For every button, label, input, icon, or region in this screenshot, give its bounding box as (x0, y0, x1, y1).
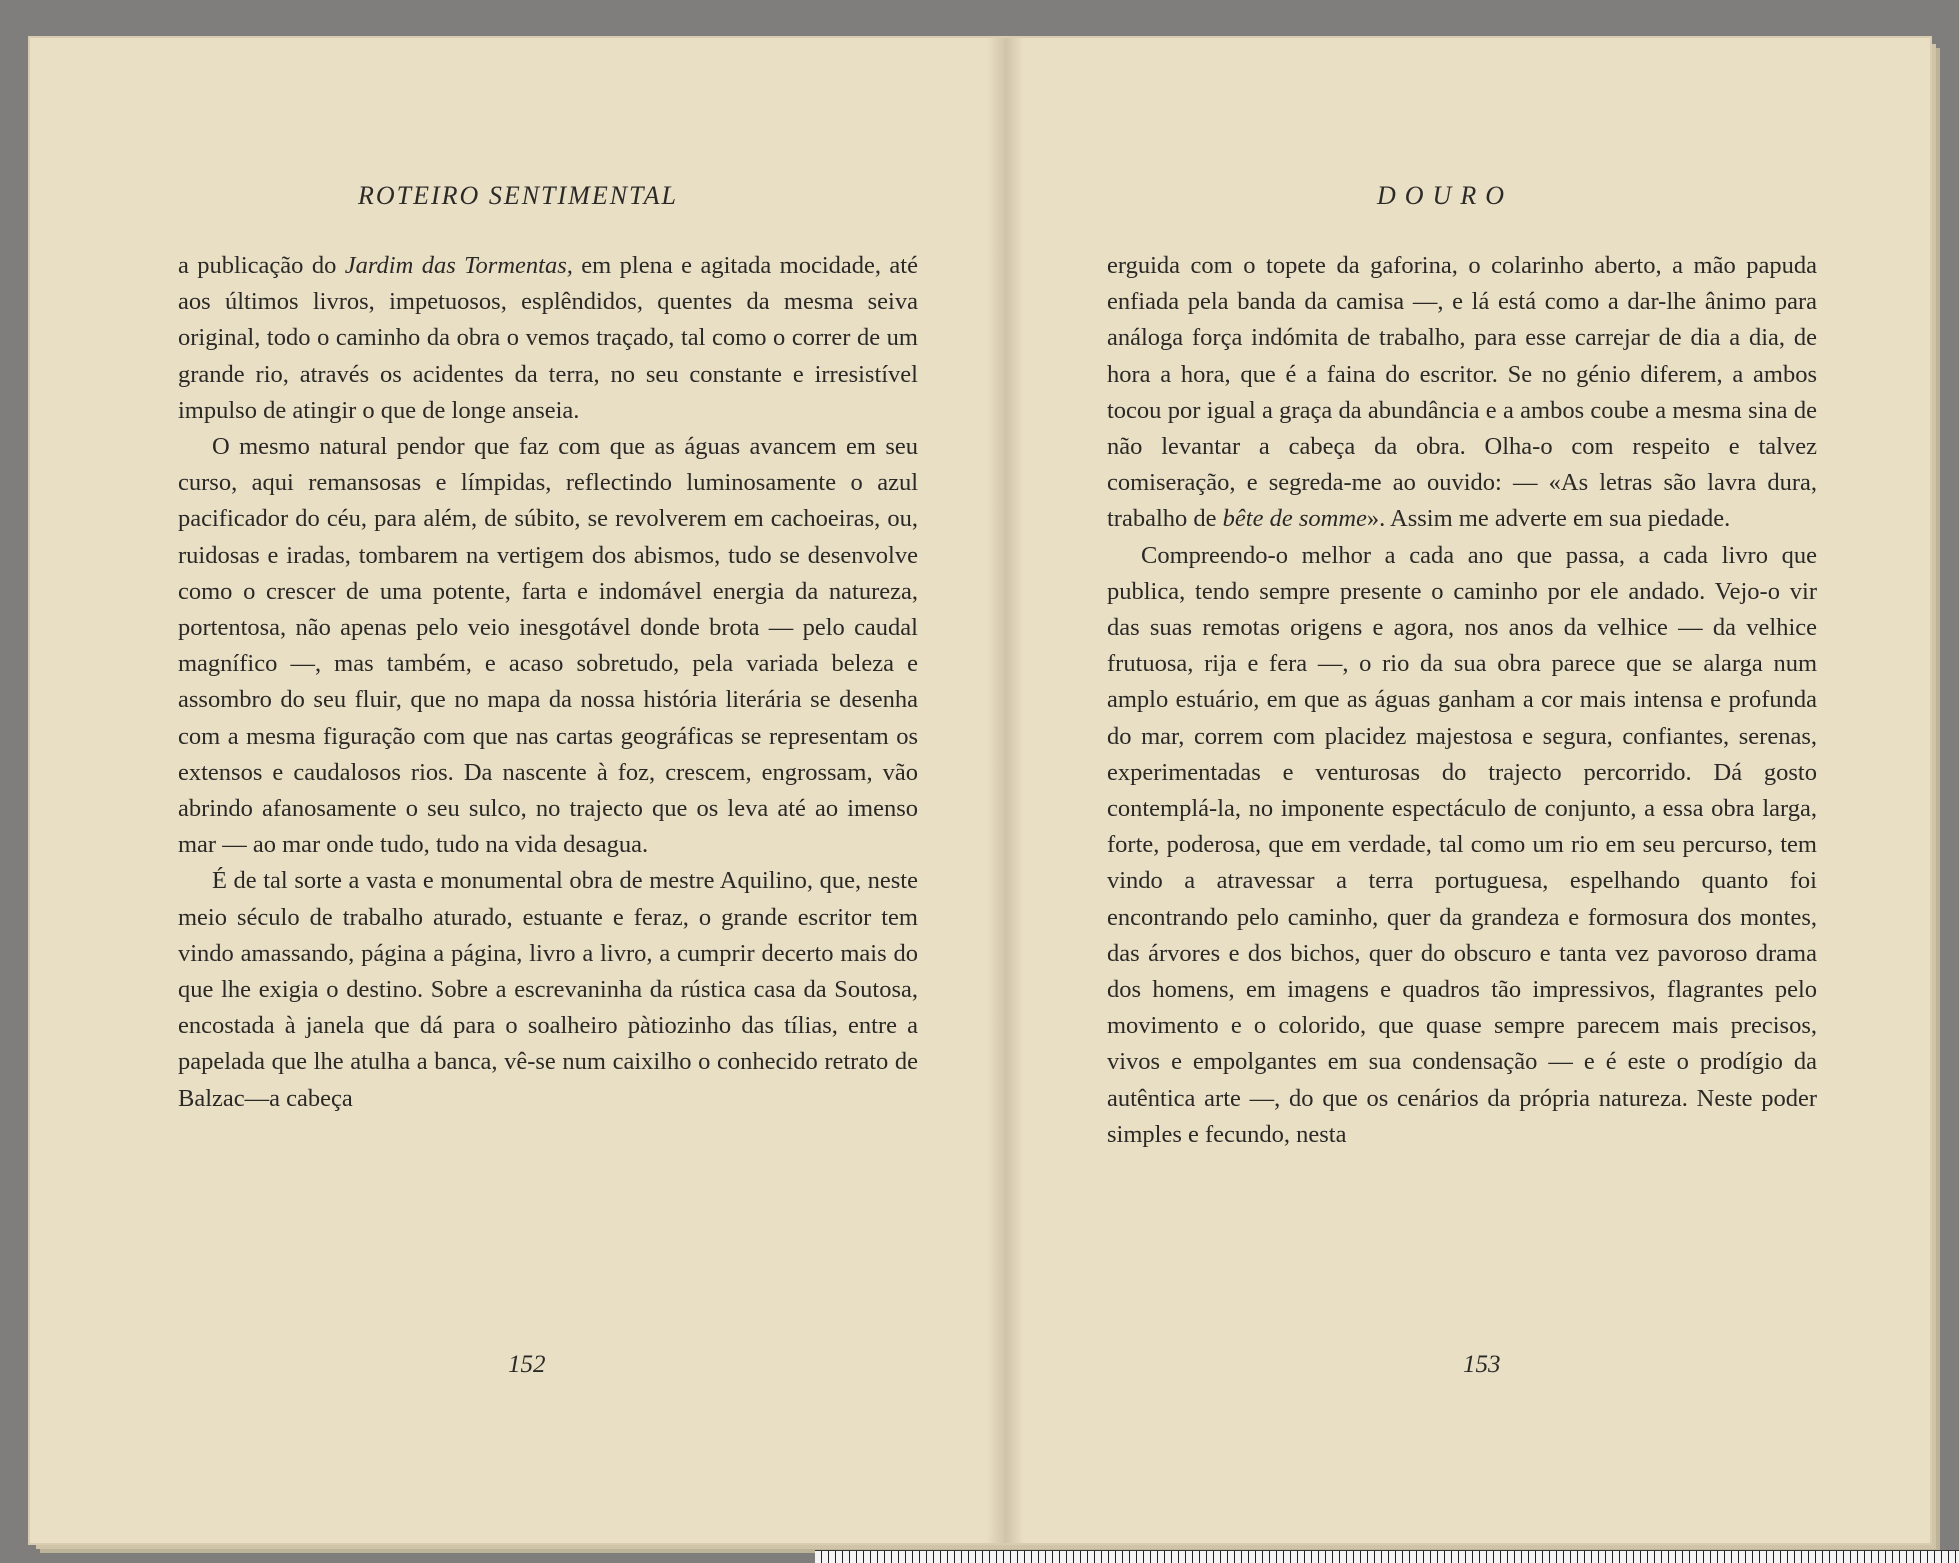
left-page (30, 38, 1005, 1543)
running-head-left: ROTEIRO SENTIMENTAL (358, 181, 678, 210)
paragraph: a publicação do Jardim das Tormentas, em plena e agitada mocidade, até aos últimos livros, impetuosos, esplêndidos, quentes da mesma seiva original, todo o caminho da obra o vemos traçado, tal como o correr de um grande rio, através os acidentes da terra, no seu constante e irresistível impulso de atingir o que de longe anseia. (178, 252, 918, 424)
running-head-right: DOURO (1377, 181, 1513, 210)
open-book (30, 38, 1930, 1543)
left-page-text (178, 248, 918, 1117)
paragraph: O mesmo natural pendor que faz com que as águas avancem em seu curso, aqui remansosas e límpidas, reflectindo luminosamente o azul pacificador do céu, para além, de súbito, se revolverem em cachoeiras, ou, ruidosas e iradas, tombarem na vertigem dos abismos, tudo se desenvolve como o crescer de uma potente, farta e indomável energia da natureza, portentosa, não apenas pelo veio inesgotável donde brota — pelo caudal magnífico —, mas também, e acaso sobretudo, pela variada beleza e assombro do seu fluir, que no mapa da nossa história literária se desenha com a mesma figuração com que nas cartas geográficas se representam os extensos e caudalosos rios. Da nascente à foz, crescem, engrossam, vão abrindo afanosamente o seu sulco, no trajecto que os leva até ao imenso mar — ao mar onde tudo, tudo na vida desagua. (178, 433, 918, 859)
foreign-phrase: bête de somme (1222, 505, 1367, 533)
paragraph: erguida com o topete da gaforina, o colarinho aberto, a mão papuda enfiada pela banda da camisa —, e lá está como a dar-lhe ânimo para análoga força indómita de trabalho, para esse carrejar de dia a dia, de hora a hora, que é a faina do escritor. Se no génio diferem, a ambos tocou por igual a graça da abundância e a ambos coube a mesma sina de não levantar a cabeça da obra. Olha-o com respeito e talvez comiseração, e segreda-me ao ouvido: — «As letras são lavra dura, trabalho de bête de somme». Assim me adverte em sua piedade. (1107, 252, 1817, 533)
scan-ruler (815, 1550, 1959, 1563)
page-number-right: 153 (1463, 1351, 1501, 1378)
right-page (1005, 38, 1930, 1543)
right-page-text (1107, 248, 1817, 1153)
paragraph: É de tal sorte a vasta e monumental obra de mestre Aquilino, que, neste meio século de trabalho aturado, estuante e feraz, o grande escritor tem vindo amassando, página a página, livro a livro, a cumprir decerto mais do que lhe exigia o destino. Sobre a escrevaninha da rústica casa da Soutosa, encostada à janela que dá para o soalheiro pàtiozinho das tílias, entre a papelada que lhe atulha a banca, vê-se num caixilho o conhecido retrato de Balzac—a cabeça (178, 867, 918, 1112)
book-title: Jardim das Tormentas, (344, 252, 573, 279)
page-number-left: 152 (508, 1351, 546, 1378)
paragraph: Compreendo-o melhor a cada ano que passa, a cada livro que publica, tendo sempre presente o caminho por ele andado. Vejo-o vir das suas remotas origens e agora, nos anos da velhice — da velhice frutuosa, rija e fera —, o rio da sua obra parece que se alarga num amplo estuário, em que as águas ganham a cor mais intensa e profunda do mar, correm com placidez majestosa e segura, confiantes, serenas, experimentadas e venturosas do trajecto percorrido. Dá gosto contemplá-la, no imponente espectáculo de conjunto, a essa obra larga, forte, poderosa, que em verdade, tal como um rio em seu percurso, tem vindo a atravessar a terra portuguesa, espelhando quanto foi encontrando pelo caminho, quer da grandeza e formosura dos montes, das árvores e dos bichos, quer do obscuro e tanta vez pavoroso drama dos homens, em imagens e quadros tão impressivos, flagrantes pelo movimento e o colorido, que quase sempre parecem mais precisos, vivos e empolgantes em sua condensação — e é este o prodígio da autêntica arte —, do que os cenários da própria natureza. Neste poder simples e fecundo, nesta (1107, 541, 1817, 1148)
